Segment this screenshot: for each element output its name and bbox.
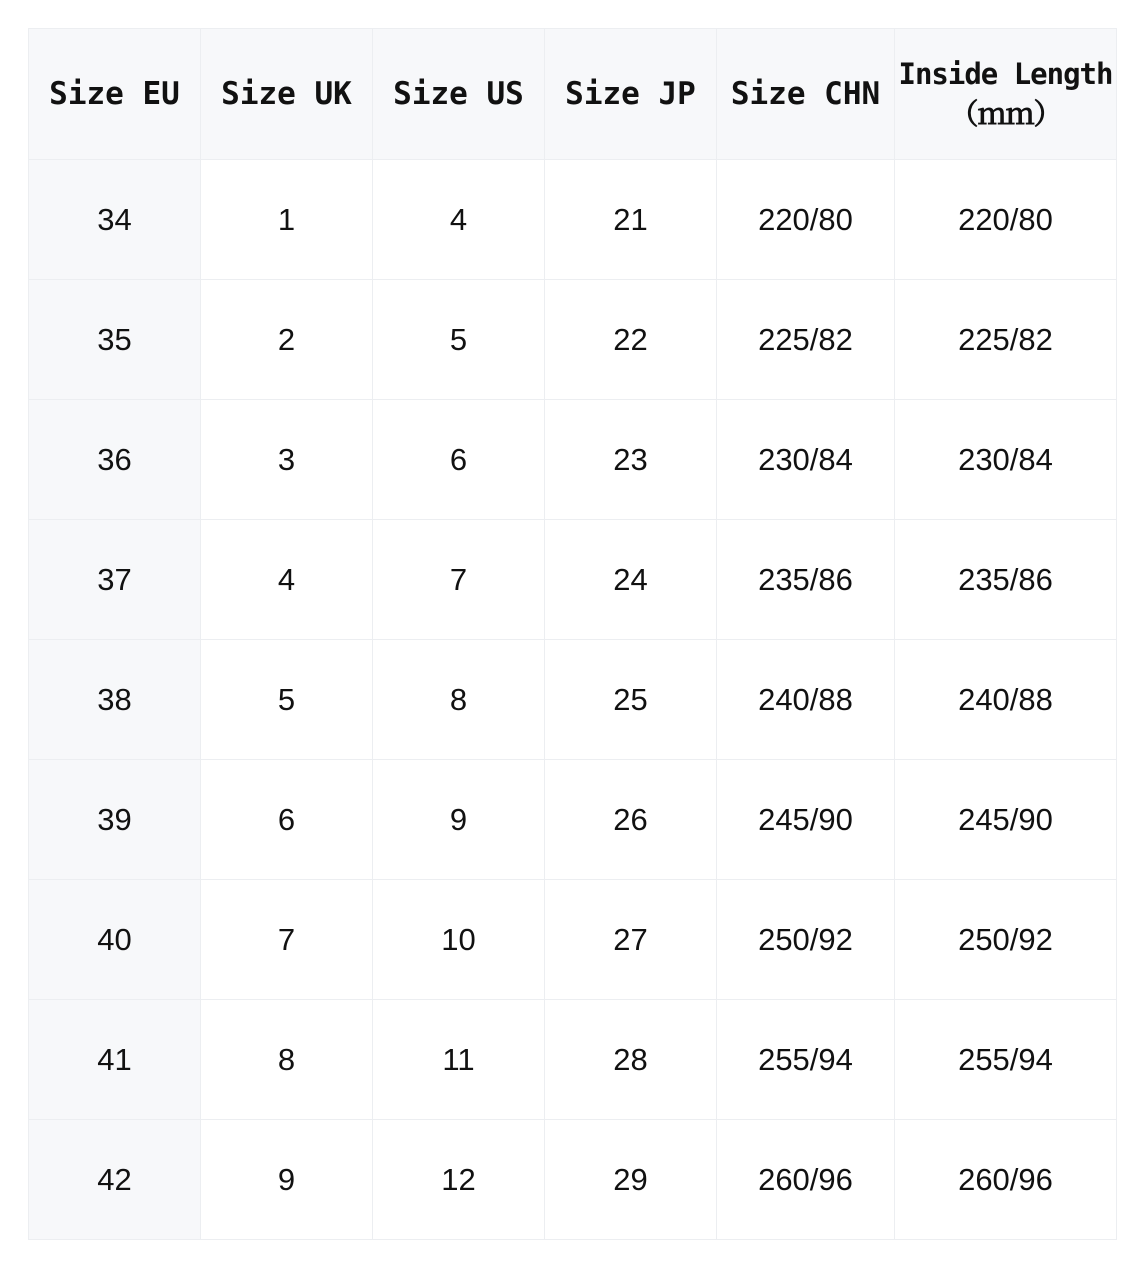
header-size-uk: Size UK [201, 29, 373, 160]
cell-inside-length: 230/84 [895, 400, 1117, 520]
cell-size-jp: 27 [545, 880, 717, 1000]
cell-inside-length: 220/80 [895, 160, 1117, 280]
cell-inside-length: 250/92 [895, 880, 1117, 1000]
table-row [29, 520, 1117, 640]
cell-size-uk: 8 [201, 1000, 373, 1120]
cell-size-uk: 9 [201, 1120, 373, 1240]
cell-size-us: 8 [373, 640, 545, 760]
cell-size-uk: 4 [201, 520, 373, 640]
table-row [29, 400, 1117, 520]
cell-size-chn: 225/82 [717, 280, 895, 400]
cell-size-jp: 24 [545, 520, 717, 640]
cell-inside-length: 240/88 [895, 640, 1117, 760]
header-size-eu: Size EU [29, 29, 201, 160]
cell-size-jp: 28 [545, 1000, 717, 1120]
header-inside-length [895, 29, 1117, 160]
cell-size-chn: 255/94 [717, 1000, 895, 1120]
table-header [29, 29, 1117, 160]
cell-size-chn: 260/96 [717, 1120, 895, 1240]
table-row [29, 760, 1117, 880]
cell-inside-length: 235/86 [895, 520, 1117, 640]
table-row [29, 1120, 1117, 1240]
cell-size-jp: 21 [545, 160, 717, 280]
cell-size-uk: 3 [201, 400, 373, 520]
cell-size-jp: 25 [545, 640, 717, 760]
header-size-jp: Size JP [545, 29, 717, 160]
header-size-chn: Size CHN [717, 29, 895, 160]
cell-size-us: 9 [373, 760, 545, 880]
cell-size-us: 10 [373, 880, 545, 1000]
cell-size-chn: 235/86 [717, 520, 895, 640]
cell-size-jp: 22 [545, 280, 717, 400]
cell-size-eu: 39 [29, 760, 201, 880]
cell-size-eu: 42 [29, 1120, 201, 1240]
table-row [29, 640, 1117, 760]
cell-size-eu: 35 [29, 280, 201, 400]
cell-size-eu: 34 [29, 160, 201, 280]
table-row [29, 280, 1117, 400]
header-inside-length-unit: （ｍｍ） [949, 97, 1062, 131]
cell-size-eu: 41 [29, 1000, 201, 1120]
cell-size-eu: 36 [29, 400, 201, 520]
cell-size-jp: 23 [545, 400, 717, 520]
cell-size-jp: 26 [545, 760, 717, 880]
cell-size-uk: 2 [201, 280, 373, 400]
cell-size-chn: 245/90 [717, 760, 895, 880]
cell-size-uk: 7 [201, 880, 373, 1000]
table-row [29, 160, 1117, 280]
header-row [29, 29, 1117, 160]
cell-size-us: 6 [373, 400, 545, 520]
size-chart-table [28, 28, 1117, 1240]
cell-inside-length: 225/82 [895, 280, 1117, 400]
cell-size-chn: 230/84 [717, 400, 895, 520]
cell-size-eu: 37 [29, 520, 201, 640]
cell-size-uk: 5 [201, 640, 373, 760]
table-row [29, 880, 1117, 1000]
cell-size-chn: 240/88 [717, 640, 895, 760]
cell-size-chn: 250/92 [717, 880, 895, 1000]
cell-size-us: 4 [373, 160, 545, 280]
cell-inside-length: 255/94 [895, 1000, 1117, 1120]
cell-size-chn: 220/80 [717, 160, 895, 280]
cell-size-us: 12 [373, 1120, 545, 1240]
header-inside-length-label: Inside Length [898, 57, 1113, 91]
cell-inside-length: 260/96 [895, 1120, 1117, 1240]
header-size-us: Size US [373, 29, 545, 160]
cell-size-us: 5 [373, 280, 545, 400]
cell-size-us: 11 [373, 1000, 545, 1120]
cell-size-us: 7 [373, 520, 545, 640]
cell-size-eu: 38 [29, 640, 201, 760]
cell-size-uk: 1 [201, 160, 373, 280]
cell-size-jp: 29 [545, 1120, 717, 1240]
table-body [29, 160, 1117, 1240]
cell-size-uk: 6 [201, 760, 373, 880]
cell-inside-length: 245/90 [895, 760, 1117, 880]
table-row [29, 1000, 1117, 1120]
cell-size-eu: 40 [29, 880, 201, 1000]
